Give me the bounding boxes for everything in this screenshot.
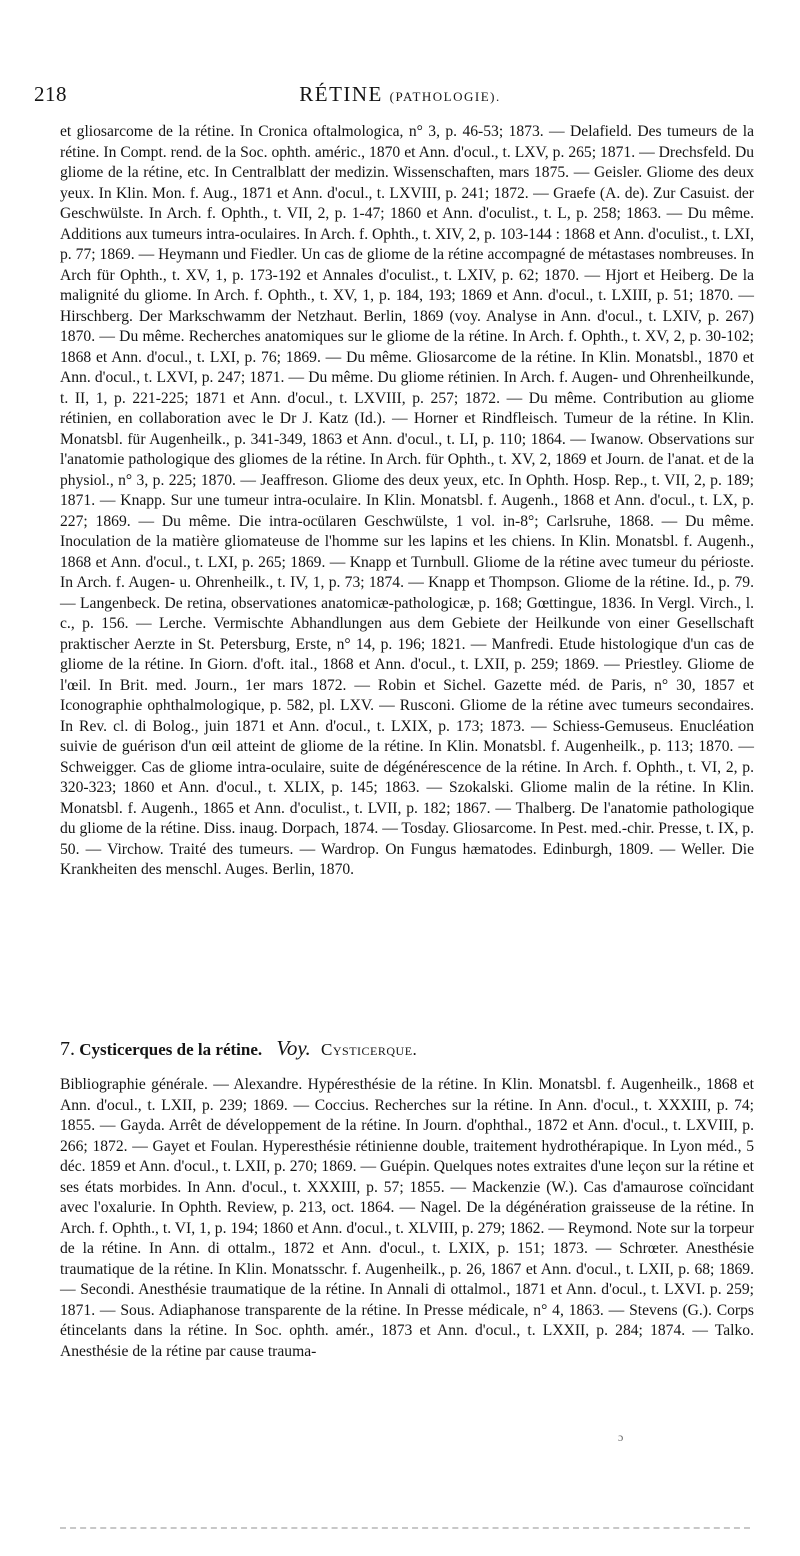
- cross-reference: Cysticerque.: [321, 1040, 418, 1059]
- bibliography-block-generale: Bibliographie générale. — Alexandre. Hypéresthésie de la rétine. In Klin. Monatsbl. f. Augenheilk., 1868 et Ann. d'ocul., t. LXII, p. 239; 1869. — Coccius. Recherches sur la rétine. In Ann. d'ocul., t. XXXIII, p. 74; 1855. — Gayda. Arrêt de développement de la rétine. In Journ. d'ophthal., 1872 et Ann. d'ocul., t. LXVIII, p. 266; 1872. — Gayet et Foulan. Hyperesthésie rétinienne double, traitement hydrothérapique. In Lyon méd., 5 déc. 1859 et Ann. d'ocul., t. LXII, p. 270; 1869. — Guépin. Quelques notes extraites d'une leçon sur la rétine et ses états morbides. In Ann. d'ocul., t. XXXIII, p. 57; 1855. — Mackenzie (W.). Cas d'amaurose coïncidant avec l'oxalurie. In Ophth. Review, p. 213, oct. 1864. — Nagel. De la dégénération graisseuse de la rétine. In Arch. f. Ophth., t. VI, 1, p. 194; 1860 et Ann. d'ocul., t. XLVIII, p. 279; 1862. — Reymond. Note sur la torpeur de la rétine. In Ann. di ottalm., 1872 et Ann. d'ocul., t. LXIX, p. 151; 1873. — Schrœter. Anesthésie traumatique de la rétine. In Klin. Monatsschr. f. Augenheilk., p. 26, 1867 et Ann. d'ocul., t. LXII, p. 68; 1869. — Secondi. Anesthésie traumatique de la rétine. In Annali di ottalmol., 1871 et Ann. d'ocul., t. LXVI. p. 259; 1871. — Sous. Adiaphanose transparente de la rétine. In Presse médicale, n° 4, 1863. — Stevens (G.). Corps étincelants dans la rétine. In Soc. ophth. amér., 1873 et Ann. d'ocul., t. LXXII, p. 284; 1874. — Talko. Anesthésie de la rétine par cause trauma-: [60, 1076, 754, 1360]
- section-number: 7.: [60, 1038, 75, 1060]
- running-title-main: RÉTINE: [299, 82, 383, 106]
- page-number: 218: [34, 82, 67, 106]
- running-title-subtitle: (PATHOLOGIE).: [389, 89, 501, 104]
- stray-mark: ɔ: [618, 1430, 624, 1444]
- running-header: [34, 82, 766, 112]
- voy-label: Voy.: [276, 1036, 311, 1060]
- bleed-through-line: [60, 1527, 750, 1530]
- section-title: Cysticerques de la rétine.: [79, 1040, 263, 1059]
- bibliography-block-gliome: et gliosarcome de la rétine. In Cronica oftalmologica, n° 3, p. 46-53; 1873. — Delafield. Des tumeurs de la rétine. In Compt. rend. de la Soc. ophth. améric., 1870 et Ann. d'ocul., t. LXV, p. 265; 1871. — Drechsfeld. Du gliome de la rétine, etc. In Centralblatt der medizin. Wissenschaften, mars 1875. — Geisler. Gliome des deux yeux. In Klin. Mon. f. Aug., 1871 et Ann. d'ocul., t. LXVIII, p. 241; 1872. — Graefe (A. de). Zur Casuist. der Geschwülste. In Arch. f. Ophth., t. VII, 2, p. 1-47; 1860 et Ann. d'oculist., t. L, p. 258; 1863. — Du même. Additions aux tumeurs intra-oculaires. In Arch. f. Ophth., t. XIV, 2, p. 103-144 : 1868 et Ann. d'oculist., t. LXI, p. 77; 1869. — Heymann und Fiedler. Un cas de gliome de la rétine accompagné de métastases nombreuses. In Arch für Ophth., t. XV, 1, p. 173-192 et Annales d'oculist., t. LXIV, p. 62; 1870. — Hjort et Heiberg. De la malignité du gliome. In Arch. f. Ophth., t. XV, 1, p. 184, 193; 1869 et Ann. d'ocul., t. LXIII, p. 51; 1870. — Hirschberg. Der Markschwamm der Netzhaut. Berlin, 1869 (voy. Analyse in Ann. d'ocul., t. LXIV, p. 267) 1870. — Du même. Recherches anatomiques sur le gliome de la rétine. In Arch. f. Ophth., t. XV, 2, p. 30-102; 1868 et Ann. d'ocul., t. LXI, p. 76; 1869. — Du même. Gliosarcome de la rétine. In Klin. Monatsbl., 1870 et Ann. d'ocul., t. LXVI, p. 247; 1871. — Du même. Du gliome rétinien. In Arch. f. Augen- und Ohrenheilkunde, t. II, 1, p. 221-225; 1871 et Ann. d'ocul., t. LXVIII, p. 257; 1872. — Du même. Contribution au gliome rétinien, en collaboration avec le Dr J. Katz (Id.). — Horner et Rindfleisch. Tumeur de la rétine. In Klin. Monatsbl. für Augenheilk., p. 341-349, 1863 et Ann. d'ocul., t. LI, p. 110; 1864. — Iwanow. Observations sur l'anatomie pathologique des gliomes de la rétine. In Arch. für Ophth., t. XV, 2, 1869 et Journ. de l'anat. et de la physiol., n° 3, p. 225; 1870. — Jeaffreson. Gliome des deux yeux, etc. In Ophth. Hosp. Rep., t. VII, 2, p. 189; 1871. — Knapp. Sur une tumeur intra-oculaire. In Klin. Monatsbl. f. Augenh., 1868 et Ann. d'ocul., t. LX, p. 227; 1869. — Du même. Die intra-ocülaren Geschwülste, 1 vol. in-8°; Carlsruhe, 1868. — Du même. Inoculation de la matière gliomateuse de l'homme sur les lapins et les chiens. In Klin. Monatsbl. f. Augenh., 1868 et Ann. d'ocul., t. LXI, p. 265; 1869. — Knapp et Turnbull. Gliome de la rétine avec tumeur du périoste. In Arch. f. Augen- u. Ohrenheilk., t. IV, 1, p. 73; 1874. — Knapp et Thompson. Gliome de la rétine. Id., p. 79. — Langenbeck. De retina, observationes anatomicæ-pathologicæ, p. 168; Gœttingue, 1836. In Vergl. Virch., l. c., p. 156. — Lerche. Vermischte Abhandlungen aus dem Gebiete der Heilkunde von einer Gesellschaft praktischer Aerzte in St. Petersburg, Erste, n° 14, p. 196; 1821. — Manfredi. Etude histologique d'un cas de gliome de la rétine. In Giorn. d'oft. ital., 1868 et Ann. d'ocul., t. LXII, p. 259; 1869. — Priestley. Gliome de l'œil. In Brit. med. Journ., 1er mars 1872. — Robin et Sichel. Gazette méd. de Paris, n° 30, 1857 et Iconographie ophthalmologique, p. 582, pl. LXV. — Rusconi. Gliome de la rétine avec tumeurs secondaires. In Rev. cl. di Bolog., juin 1871 et Ann. d'ocul., t. LXIX, p. 173; 1873. — Schiess-Gemuseus. Enucléation suivie de guérison d'un œil atteint de gliome de la rétine. In Klin. Monatsbl. f. Augenheilk., p. 113; 1870. — Schweigger. Cas de gliome intra-oculaire, suite de dégénérescence de la rétine. In Arch. f. Ophth., t. VI, 2, p. 320-323; 1860 et Ann. d'ocul., t. XLIX, p. 145; 1863. — Szokalski. Gliome malin de la rétine. In Klin. Monatsbl. f. Augenh., 1865 et Ann. d'oculist., t. LVII, p. 182; 1867. — Thalberg. De l'anatomie pathologique du gliome de la rétine. Diss. inaug. Dorpach, 1874. — Tosday. Gliosarcome. In Pest. med.-chir. Presse, t. IX, p. 50. — Virchow. Traité des tumeurs. — Wardrop. On Fungus hæmatodes. Edinburgh, 1809. — Weller. Die Krankheiten des menschl. Auges. Berlin, 1870.: [60, 123, 754, 878]
- running-title: [34, 82, 766, 107]
- section-heading-cysticerques: [60, 1036, 754, 1061]
